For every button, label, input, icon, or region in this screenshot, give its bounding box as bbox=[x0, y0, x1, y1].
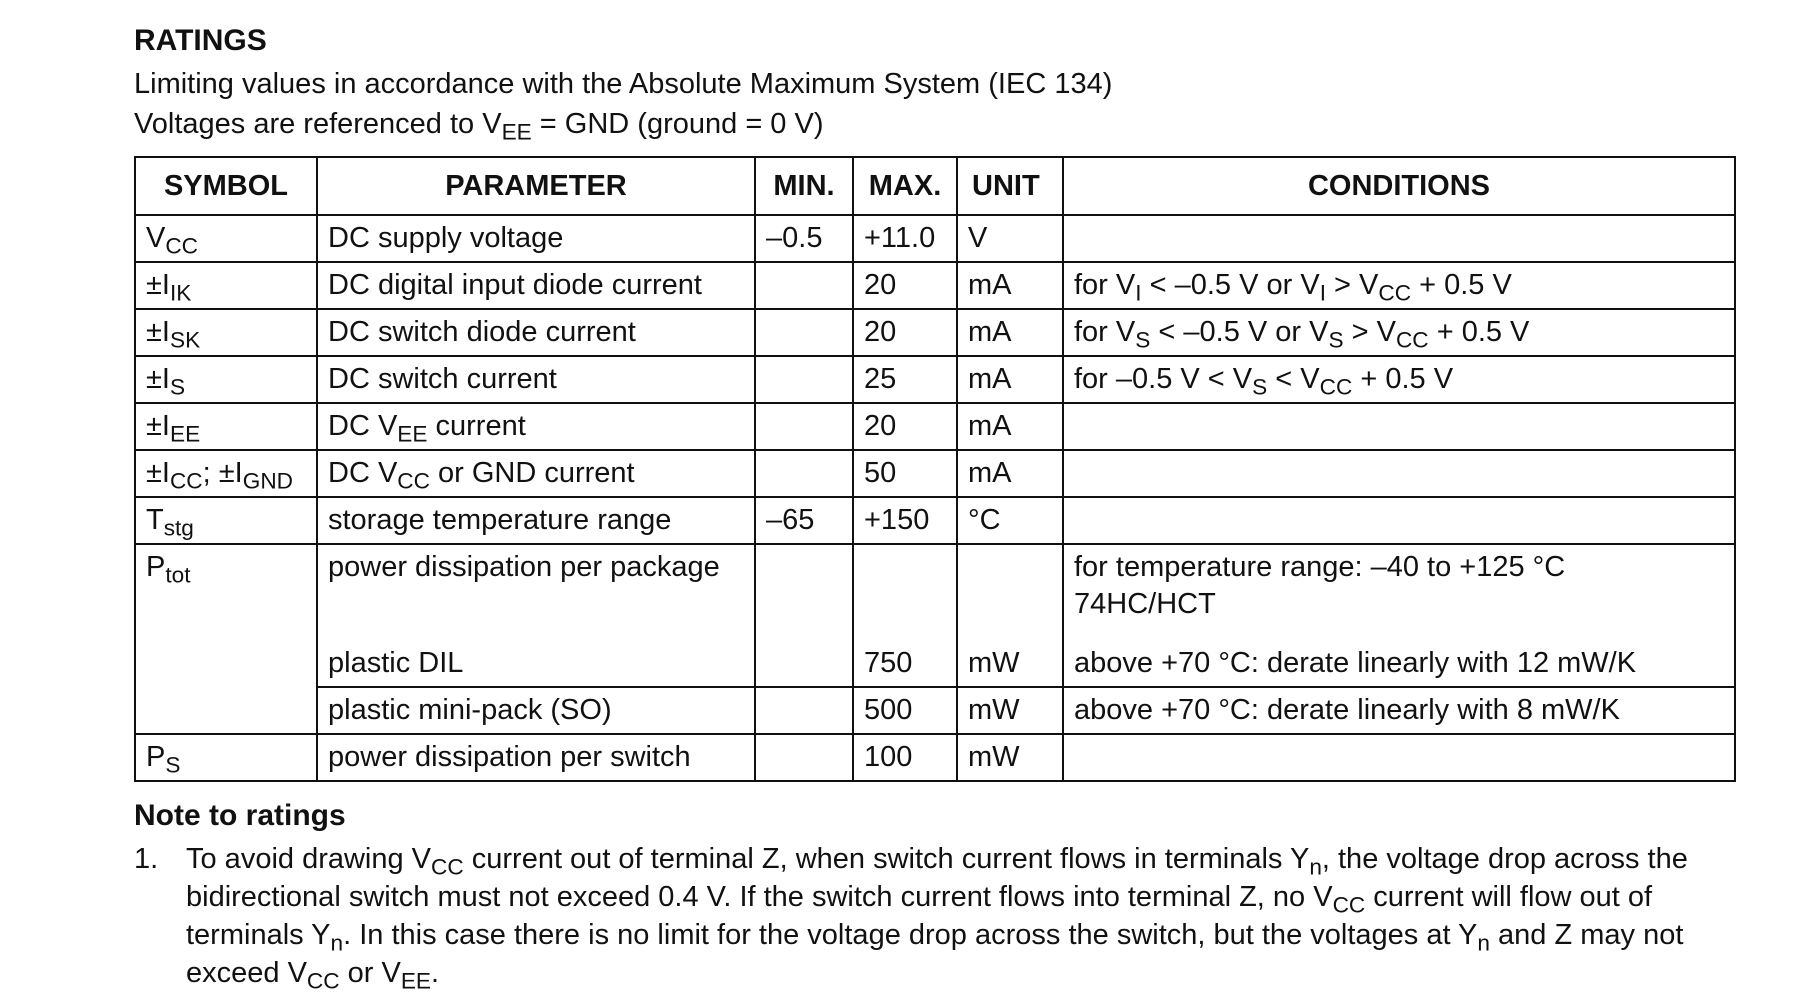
min-cell bbox=[755, 309, 853, 356]
parameter-cell: storage temperature range bbox=[317, 497, 755, 544]
cond-text: + 0.5 V bbox=[1352, 363, 1454, 395]
min-cell: –0.5 bbox=[755, 215, 853, 262]
cond-sub: CC bbox=[1378, 280, 1412, 306]
note-sub: CC bbox=[1332, 892, 1366, 918]
symbol-sub: CC bbox=[169, 468, 203, 494]
subtitle-voltage-reference bbox=[134, 104, 1734, 144]
note-sub: CC bbox=[431, 854, 464, 880]
symbol-text: V bbox=[146, 222, 166, 254]
max-cell: 50 bbox=[853, 450, 957, 497]
symbol-sub: SK bbox=[169, 327, 201, 353]
cond-line: for temperature range: –40 to +125 °C bbox=[1074, 551, 1566, 583]
symbol-cell bbox=[135, 262, 317, 309]
cond-text: for V bbox=[1074, 269, 1136, 301]
cond-line: 74HC/HCT bbox=[1074, 588, 1216, 620]
unit-cell: mA bbox=[957, 262, 1063, 309]
symbol-sub: GND bbox=[242, 468, 293, 494]
max-cell: 100 bbox=[853, 734, 957, 781]
conditions-cell bbox=[1063, 403, 1735, 450]
min-cell bbox=[755, 262, 853, 309]
ratings-page bbox=[134, 18, 1734, 992]
symbol-text: ±I bbox=[146, 410, 170, 442]
conditions-cell bbox=[1063, 497, 1735, 544]
max-cell: +11.0 bbox=[853, 215, 957, 262]
conditions-cell: above +70 °C: derate linearly with 12 mW/K bbox=[1063, 641, 1735, 687]
max-cell: 500 bbox=[853, 687, 957, 734]
conditions-cell bbox=[1063, 544, 1735, 641]
symbol-cell bbox=[135, 309, 317, 356]
unit-cell bbox=[957, 544, 1063, 641]
max-cell: 20 bbox=[853, 403, 957, 450]
subtitle-text-b: = GND (ground = 0 V) bbox=[531, 108, 824, 140]
subtitle-limiting-values: Limiting values in accordance with the Absolute Maximum System (IEC 134) bbox=[134, 68, 1113, 100]
cond-sub: S bbox=[1252, 374, 1268, 400]
symbol-sub: tot bbox=[165, 562, 191, 588]
header-unit: UNIT bbox=[957, 157, 1063, 215]
parameter-cell: DC switch current bbox=[317, 356, 755, 403]
table-header-row bbox=[135, 157, 1735, 215]
symbol-sub: S bbox=[165, 752, 181, 778]
cond-text: for –0.5 V < V bbox=[1074, 363, 1253, 395]
cond-sub: I bbox=[1135, 280, 1142, 306]
param-sub: EE bbox=[397, 421, 428, 447]
unit-cell: V bbox=[957, 215, 1063, 262]
param-text: DC V bbox=[328, 410, 398, 442]
table-row bbox=[135, 403, 1735, 450]
cond-sub: S bbox=[1328, 327, 1344, 353]
note-sub: CC bbox=[306, 968, 340, 994]
header-conditions: CONDITIONS bbox=[1063, 157, 1735, 215]
cond-text: > V bbox=[1343, 316, 1396, 348]
symbol-sub: stg bbox=[163, 515, 194, 541]
min-cell bbox=[755, 450, 853, 497]
min-cell bbox=[755, 356, 853, 403]
notes-title: Note to ratings bbox=[134, 799, 346, 832]
parameter-cell bbox=[317, 450, 755, 497]
unit-cell: mA bbox=[957, 309, 1063, 356]
parameter-cell: DC switch diode current bbox=[317, 309, 755, 356]
table-row bbox=[135, 450, 1735, 497]
note-segment: . bbox=[431, 957, 440, 989]
cond-text: + 0.5 V bbox=[1411, 269, 1512, 301]
unit-cell: mA bbox=[957, 356, 1063, 403]
symbol-text: P bbox=[146, 741, 166, 773]
param-text: DC V bbox=[328, 457, 398, 489]
symbol-cell bbox=[135, 450, 317, 497]
cond-sub: I bbox=[1319, 280, 1326, 306]
unit-cell: °C bbox=[957, 497, 1063, 544]
header-symbol: SYMBOL bbox=[135, 157, 317, 215]
symbol-sub: S bbox=[169, 374, 186, 400]
ratings-table bbox=[134, 156, 1736, 782]
subtitle-sub: EE bbox=[501, 119, 532, 145]
symbol-text: ; ±I bbox=[202, 457, 243, 489]
symbol-cell bbox=[135, 403, 317, 450]
header-max: MAX. bbox=[853, 157, 957, 215]
unit-cell: mW bbox=[957, 687, 1063, 734]
symbol-text: ±I bbox=[146, 269, 170, 301]
header-parameter: PARAMETER bbox=[317, 157, 755, 215]
conditions-cell bbox=[1063, 734, 1735, 781]
symbol-sub: EE bbox=[169, 421, 201, 447]
max-cell bbox=[853, 544, 957, 641]
symbol-text: ±I bbox=[146, 363, 170, 395]
symbol-text: ±I bbox=[146, 316, 170, 348]
parameter-cell: power dissipation per package bbox=[317, 544, 755, 641]
parameter-cell: plastic mini-pack (SO) bbox=[317, 687, 755, 734]
note-segment: . In this case there is no limit for the voltage drop across the switch, but the voltages at Y bbox=[343, 919, 1478, 951]
table-row bbox=[135, 215, 1735, 262]
symbol-text: ±I bbox=[146, 457, 170, 489]
param-text: current bbox=[427, 410, 526, 442]
param-sub: CC bbox=[397, 468, 430, 494]
symbol-sub: IK bbox=[169, 280, 192, 306]
table-row bbox=[135, 262, 1735, 309]
conditions-cell bbox=[1063, 215, 1735, 262]
conditions-cell bbox=[1063, 309, 1735, 356]
max-cell: 750 bbox=[853, 641, 957, 687]
note-sub: EE bbox=[400, 968, 431, 994]
note-item bbox=[134, 840, 1734, 992]
symbol-text: P bbox=[146, 551, 166, 583]
max-cell: 20 bbox=[853, 309, 957, 356]
min-cell bbox=[755, 403, 853, 450]
cond-sub: CC bbox=[1395, 327, 1429, 353]
table-row bbox=[135, 544, 1735, 641]
cond-text: < V bbox=[1267, 363, 1320, 395]
conditions-cell bbox=[1063, 262, 1735, 309]
note-number: 1. bbox=[134, 843, 159, 875]
param-text: or GND current bbox=[429, 457, 635, 489]
note-sub: n bbox=[1309, 854, 1322, 880]
symbol-cell bbox=[135, 734, 317, 781]
cond-text: < –0.5 V or V bbox=[1150, 316, 1329, 348]
note-sub: n bbox=[330, 930, 344, 956]
unit-cell: mW bbox=[957, 641, 1063, 687]
conditions-cell: above +70 °C: derate linearly with 8 mW/K bbox=[1063, 687, 1735, 734]
symbol-text: T bbox=[146, 504, 164, 536]
parameter-cell: plastic DIL bbox=[317, 641, 755, 687]
max-cell: 20 bbox=[853, 262, 957, 309]
note-segment: current will flow out of terminals Y bbox=[186, 881, 1653, 951]
table-row bbox=[135, 687, 1735, 734]
table-row bbox=[135, 497, 1735, 544]
note-text bbox=[186, 840, 1734, 992]
max-cell: 25 bbox=[853, 356, 957, 403]
unit-cell: mA bbox=[957, 403, 1063, 450]
symbol-cell bbox=[135, 356, 317, 403]
cond-text: < –0.5 V or V bbox=[1141, 269, 1320, 301]
table-row bbox=[135, 641, 1735, 687]
note-segment: and Z may not exceed V bbox=[186, 919, 1684, 989]
cond-text: > V bbox=[1325, 269, 1379, 301]
conditions-cell bbox=[1063, 450, 1735, 497]
max-cell: +150 bbox=[853, 497, 957, 544]
min-cell bbox=[755, 687, 853, 734]
note-segment: , the voltage drop across the bidirectional switch must not exceed 0.4 V. If the switch current flows into terminal Z, no V bbox=[186, 843, 1688, 913]
parameter-cell bbox=[317, 403, 755, 450]
parameter-cell: DC supply voltage bbox=[317, 215, 755, 262]
cond-text: + 0.5 V bbox=[1428, 316, 1530, 348]
note-segment: current out of terminal Z, when switch current flows in terminals Y bbox=[463, 843, 1310, 875]
symbol-sub: CC bbox=[165, 233, 198, 259]
unit-cell: mW bbox=[957, 734, 1063, 781]
note-segment: or V bbox=[339, 957, 401, 989]
table-row bbox=[135, 309, 1735, 356]
cond-sub: S bbox=[1135, 327, 1151, 353]
min-cell bbox=[755, 734, 853, 781]
symbol-cell bbox=[135, 544, 317, 734]
symbol-cell bbox=[135, 215, 317, 262]
min-cell bbox=[755, 544, 853, 687]
note-segment: To avoid drawing V bbox=[186, 843, 432, 875]
conditions-cell bbox=[1063, 356, 1735, 403]
min-cell: –65 bbox=[755, 497, 853, 544]
cond-sub: CC bbox=[1319, 374, 1353, 400]
header-min: MIN. bbox=[755, 157, 853, 215]
subtitle-text-a: Voltages are referenced to V bbox=[134, 108, 502, 140]
parameter-cell: DC digital input diode current bbox=[317, 262, 755, 309]
table-row bbox=[135, 734, 1735, 781]
unit-cell: mA bbox=[957, 450, 1063, 497]
page-title: RATINGS bbox=[134, 24, 267, 57]
note-sub: n bbox=[1477, 930, 1490, 956]
parameter-cell: power dissipation per switch bbox=[317, 734, 755, 781]
table-row bbox=[135, 356, 1735, 403]
cond-text: for V bbox=[1074, 316, 1136, 348]
symbol-cell bbox=[135, 497, 317, 544]
